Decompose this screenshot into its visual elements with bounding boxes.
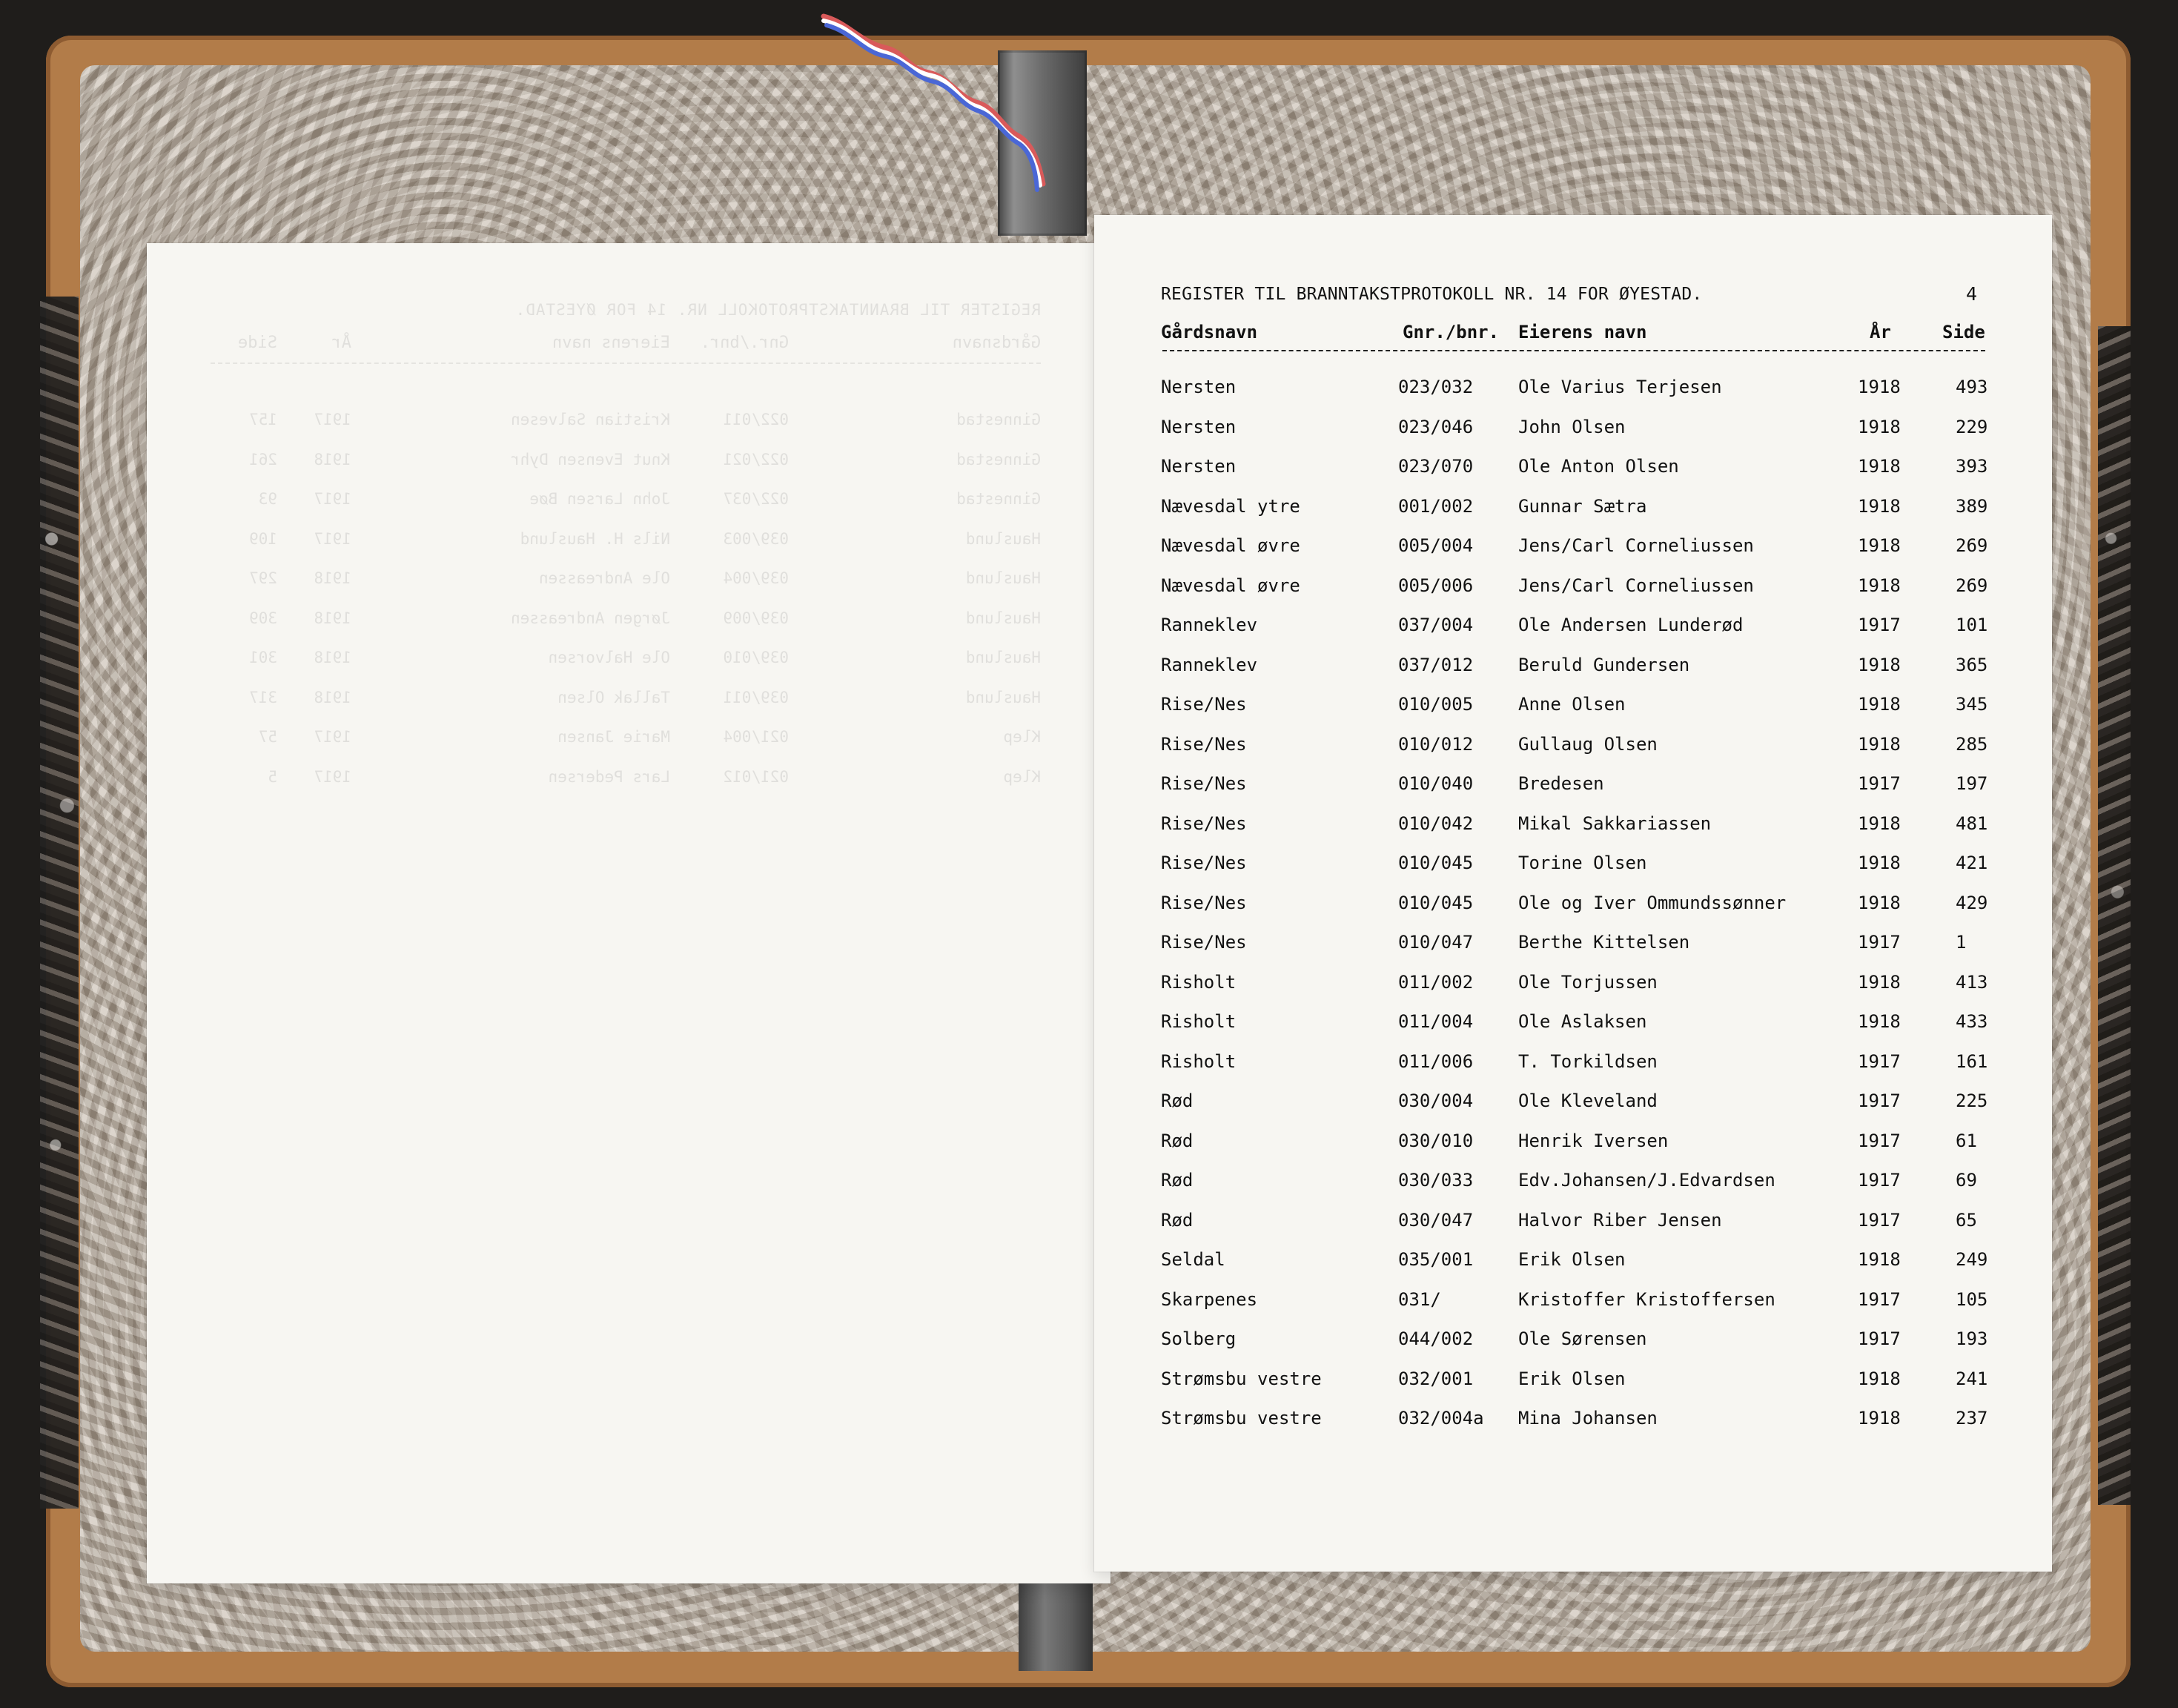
- owner-name: Erik Olsen: [1518, 1368, 1626, 1389]
- parcel-number: 030/010: [1398, 1130, 1474, 1151]
- left-page: [147, 243, 1110, 1583]
- page-reference: 229: [1956, 416, 1988, 437]
- year: 1917: [1858, 1130, 1901, 1151]
- table-row: [1161, 972, 1991, 1012]
- owner-name: Jens/Carl Corneliussen: [1518, 535, 1754, 556]
- table-row: [1161, 655, 1991, 695]
- parcel-number: 032/004a: [1398, 1408, 1484, 1429]
- table-row: [1161, 575, 1991, 615]
- year: 1918: [1858, 495, 1901, 517]
- page-reference: 389: [1956, 495, 1988, 517]
- right-page: [1094, 215, 2052, 1572]
- table-row: [1161, 1249, 1991, 1289]
- farm-name: Rød: [1161, 1090, 1194, 1111]
- parcel-number: 010/047: [1398, 932, 1474, 953]
- year: 1918: [1858, 1011, 1901, 1032]
- year: 1918: [1858, 733, 1901, 755]
- table-row: [1161, 694, 1991, 734]
- table-row: [1161, 932, 1991, 972]
- page-reference: 365: [1956, 654, 1988, 675]
- parcel-number: 044/002: [1398, 1328, 1474, 1349]
- parcel-number: 010/012: [1398, 733, 1474, 755]
- farm-name: Rise/Nes: [1161, 773, 1247, 794]
- farm-name: Rise/Nes: [1161, 892, 1247, 913]
- farm-name: Rød: [1161, 1130, 1194, 1151]
- parcel-number: 001/002: [1398, 495, 1474, 517]
- parcel-number: 030/004: [1398, 1090, 1474, 1111]
- farm-name: Ranneklev: [1161, 654, 1258, 675]
- bleed-title: REGISTER TIL BRANNTAKSTPROTOKOLL NR. 14 FOR ØYESTAD.: [514, 301, 1041, 319]
- year: 1917: [1858, 1050, 1901, 1072]
- table-row: [1161, 1170, 1991, 1210]
- farm-name-header: Gårdsnavn: [1161, 322, 1258, 342]
- parcel-number: 011/006: [1398, 1050, 1474, 1072]
- table-row: [1161, 1090, 1991, 1131]
- owner-name: Ole Aslaksen: [1518, 1011, 1647, 1032]
- parcel-number: 010/005: [1398, 694, 1474, 715]
- parcel-number: 010/042: [1398, 812, 1474, 834]
- page-reference: 237: [1956, 1408, 1988, 1429]
- farm-name: Nævesdal øvre: [1161, 575, 1300, 596]
- parcel-number: 032/001: [1398, 1368, 1474, 1389]
- owner-name: John Olsen: [1518, 416, 1626, 437]
- table-row: [1161, 417, 1991, 457]
- parcel-number: 037/012: [1398, 654, 1474, 675]
- owner-name: Anne Olsen: [1518, 694, 1626, 715]
- farm-name: Rise/Nes: [1161, 932, 1247, 953]
- table-row: [1161, 734, 1991, 774]
- owner-name: Kristoffer Kristoffersen: [1518, 1288, 1775, 1310]
- farm-name: Nævesdal øvre: [1161, 535, 1300, 556]
- page-reference: 269: [1956, 575, 1988, 596]
- owner-name: Ole Andersen Lunderød: [1518, 615, 1744, 635]
- owner-name: Berthe Kittelsen: [1518, 932, 1690, 953]
- parcel-number: 005/006: [1398, 575, 1474, 596]
- bookmark-string: [819, 9, 1049, 216]
- page-reference: 269: [1956, 535, 1988, 556]
- year: 1917: [1858, 1209, 1901, 1231]
- owner-name: Ole Sørensen: [1518, 1328, 1647, 1349]
- year: 1918: [1858, 416, 1901, 437]
- owner-name: Gunnar Sætra: [1518, 495, 1647, 517]
- table-row: [1161, 1408, 1991, 1448]
- bleed-rows: Ginnestad 022/011 Kristian Salvesen 1917 157 Ginnestad 022/021 Knut Evensen Dyhr 1918 261 Ginnestad 022/037 John Larsen Bøe 1917 93 Hauslund 039/003 Nils H. Hauslund 1917 109 Hauslund 039/004 Ole Andreassen 1918 297 Hauslund 039/009 Jørgen Andreassen 1918 309 Hauslund 039/010 Ole Halvorsen 1918 301 Hauslund 039/011 Tallak Olsen 1918 317 Klep 021/004 Marie Jansen 1917 57 Klep 021/012 Lars Pedersen 1917 5: [249, 411, 1041, 786]
- page-reference: 197: [1956, 773, 1988, 794]
- year: 1918: [1858, 535, 1901, 556]
- parcel-number: 011/002: [1398, 971, 1474, 993]
- farm-name: Nersten: [1161, 416, 1237, 437]
- owner-name: Edv.Johansen/J.Edvardsen: [1518, 1170, 1775, 1191]
- year: 1918: [1858, 694, 1901, 715]
- table-row: [1161, 1210, 1991, 1250]
- farm-name: Ranneklev: [1161, 615, 1258, 635]
- farm-name: Rise/Nes: [1161, 694, 1247, 715]
- owner-name: Halvor Riber Jensen: [1518, 1209, 1722, 1231]
- page-reference: 161: [1956, 1050, 1988, 1072]
- owner-name: Bredesen: [1518, 773, 1604, 794]
- spine-bottom: [1019, 1575, 1093, 1671]
- farm-name: Risholt: [1161, 1011, 1237, 1032]
- owner-name: Ole og Iver Ommundssønner: [1518, 892, 1787, 913]
- year: 1917: [1858, 1288, 1901, 1310]
- owner-name: Ole Varius Terjesen: [1518, 377, 1722, 397]
- year: 1917: [1858, 1328, 1901, 1349]
- farm-name: Nersten: [1161, 377, 1237, 397]
- page-reference: 249: [1956, 1249, 1988, 1270]
- header-separator: [1162, 350, 1985, 351]
- parcel-number: 023/046: [1398, 416, 1474, 437]
- year: 1918: [1858, 456, 1901, 477]
- year: 1918: [1858, 853, 1901, 873]
- parcel-number: 005/004: [1398, 535, 1474, 556]
- year: 1918: [1858, 377, 1901, 397]
- table-row: [1161, 1368, 1991, 1409]
- page-reference: 493: [1956, 377, 1988, 397]
- owner-name: Ole Kleveland: [1518, 1090, 1658, 1111]
- year: 1917: [1858, 1170, 1901, 1191]
- year: 1918: [1858, 971, 1901, 993]
- left-marbled-edge: [40, 297, 79, 1509]
- register-title: REGISTER TIL BRANNTAKSTPROTOKOLL NR. 14 FOR ØYESTAD.: [1161, 285, 1703, 304]
- parcel-number: 011/004: [1398, 1011, 1474, 1032]
- right-marbled-edge: [2098, 326, 2131, 1505]
- page-reference: 413: [1956, 971, 1988, 993]
- page-reference: 433: [1956, 1011, 1988, 1032]
- parcel-number: 037/004: [1398, 615, 1474, 635]
- farm-name: Rød: [1161, 1170, 1194, 1191]
- owner-name: Ole Anton Olsen: [1518, 456, 1679, 477]
- table-row: [1161, 496, 1991, 536]
- table-row: [1161, 615, 1991, 655]
- page-number: 4: [1966, 283, 1978, 305]
- farm-name: Strømsbu vestre: [1161, 1408, 1322, 1429]
- parcel-number: 010/045: [1398, 853, 1474, 873]
- parcel-number-header: Gnr./bnr.: [1403, 322, 1500, 342]
- farm-name: Seldal: [1161, 1249, 1225, 1270]
- owner-name: Erik Olsen: [1518, 1249, 1626, 1270]
- owner-name: Ole Torjussen: [1518, 971, 1658, 993]
- year: 1918: [1858, 892, 1901, 913]
- year: 1917: [1858, 932, 1901, 953]
- register-table: [1161, 377, 1991, 1448]
- table-header: [1161, 322, 1991, 348]
- page-reference: 69: [1956, 1170, 1977, 1191]
- page-reference: 241: [1956, 1368, 1988, 1389]
- year-header: År: [1870, 322, 1891, 342]
- page-reference: 285: [1956, 733, 1988, 755]
- table-row: [1161, 535, 1991, 575]
- owner-name: Mina Johansen: [1518, 1408, 1658, 1429]
- page-reference: 193: [1956, 1328, 1988, 1349]
- table-row: [1161, 377, 1991, 417]
- farm-name: Skarpenes: [1161, 1288, 1258, 1310]
- page-reference: 345: [1956, 694, 1988, 715]
- parcel-number: 023/070: [1398, 456, 1474, 477]
- farm-name: Nævesdal ytre: [1161, 495, 1300, 517]
- table-row: [1161, 1011, 1991, 1051]
- owner-name: Jens/Carl Corneliussen: [1518, 575, 1754, 596]
- owner-name: T. Torkildsen: [1518, 1050, 1658, 1072]
- farm-name: Rise/Nes: [1161, 812, 1247, 834]
- year: 1918: [1858, 1408, 1901, 1429]
- farm-name: Risholt: [1161, 971, 1237, 993]
- parcel-number: 030/033: [1398, 1170, 1474, 1191]
- farm-name: Rise/Nes: [1161, 733, 1247, 755]
- page-reference: 393: [1956, 456, 1988, 477]
- bleed-through-text: REGISTER TIL BRANNTAKSTPROTOKOLL NR. 14 FOR ØYESTAD. Gårdsnavn Gnr./bnr. Eierens navn År Side Ginnestad 022/011 Kristian Salvesen 1917 157 Ginnestad 022/021 Knut Evensen Dyhr 1918 261 Ginnestad 022/037 John Larsen Bøe 1917 93 Hauslund 039/003 Nils H. Hauslund 1917 109 Hauslund 039/004 Ole Andreassen 1918 297 Hauslund 039/009 Jørgen Andreassen 1918 309 Hauslund 039/010 Ole Halvorsen 1918 301 Hauslund 039/011 Tallak Olsen 1918 317 Klep 021/004 Marie Jansen 1917 57 Klep 021/012 Lars Pedersen 1917 5: [147, 243, 1110, 1583]
- page-reference: 101: [1956, 615, 1988, 635]
- parcel-number: 010/040: [1398, 773, 1474, 794]
- page-reference: 105: [1956, 1288, 1988, 1310]
- owner-name: Henrik Iversen: [1518, 1130, 1669, 1151]
- farm-name: Rød: [1161, 1209, 1194, 1231]
- table-row: [1161, 813, 1991, 853]
- farm-name: Rise/Nes: [1161, 853, 1247, 873]
- owner-name-header: Eierens navn: [1518, 322, 1647, 342]
- page-reference: 481: [1956, 812, 1988, 834]
- year: 1918: [1858, 812, 1901, 834]
- year: 1918: [1858, 654, 1901, 675]
- page-reference: 61: [1956, 1130, 1977, 1151]
- page-reference: 421: [1956, 853, 1988, 873]
- farm-name: Strømsbu vestre: [1161, 1368, 1322, 1389]
- farm-name: Risholt: [1161, 1050, 1237, 1072]
- parcel-number: 023/032: [1398, 377, 1474, 397]
- parcel-number: 031/: [1398, 1288, 1441, 1310]
- table-row: [1161, 456, 1991, 496]
- parcel-number: 030/047: [1398, 1209, 1474, 1231]
- year: 1918: [1858, 575, 1901, 596]
- table-row: [1161, 1289, 1991, 1329]
- owner-name: Beruld Gundersen: [1518, 654, 1690, 675]
- year: 1917: [1858, 615, 1901, 635]
- farm-name: Nersten: [1161, 456, 1237, 477]
- year: 1917: [1858, 773, 1901, 794]
- table-row: [1161, 853, 1991, 893]
- page-reference: 65: [1956, 1209, 1977, 1231]
- year: 1918: [1858, 1368, 1901, 1389]
- parcel-number: 010/045: [1398, 892, 1474, 913]
- table-row: [1161, 1131, 1991, 1171]
- owner-name: Gullaug Olsen: [1518, 733, 1658, 755]
- table-row: [1161, 893, 1991, 933]
- owner-name: Torine Olsen: [1518, 853, 1647, 873]
- table-row: [1161, 773, 1991, 813]
- bleed-separator: [211, 363, 1041, 364]
- page-reference: 429: [1956, 892, 1988, 913]
- farm-name: Solberg: [1161, 1328, 1237, 1349]
- parcel-number: 035/001: [1398, 1249, 1474, 1270]
- table-row: [1161, 1051, 1991, 1091]
- year: 1918: [1858, 1249, 1901, 1270]
- page-reference: 225: [1956, 1090, 1988, 1111]
- page-header: Side: [1942, 322, 1985, 342]
- table-row: [1161, 1328, 1991, 1368]
- page-reference: 1: [1956, 932, 1967, 953]
- year: 1917: [1858, 1090, 1901, 1111]
- owner-name: Mikal Sakkariassen: [1518, 812, 1712, 834]
